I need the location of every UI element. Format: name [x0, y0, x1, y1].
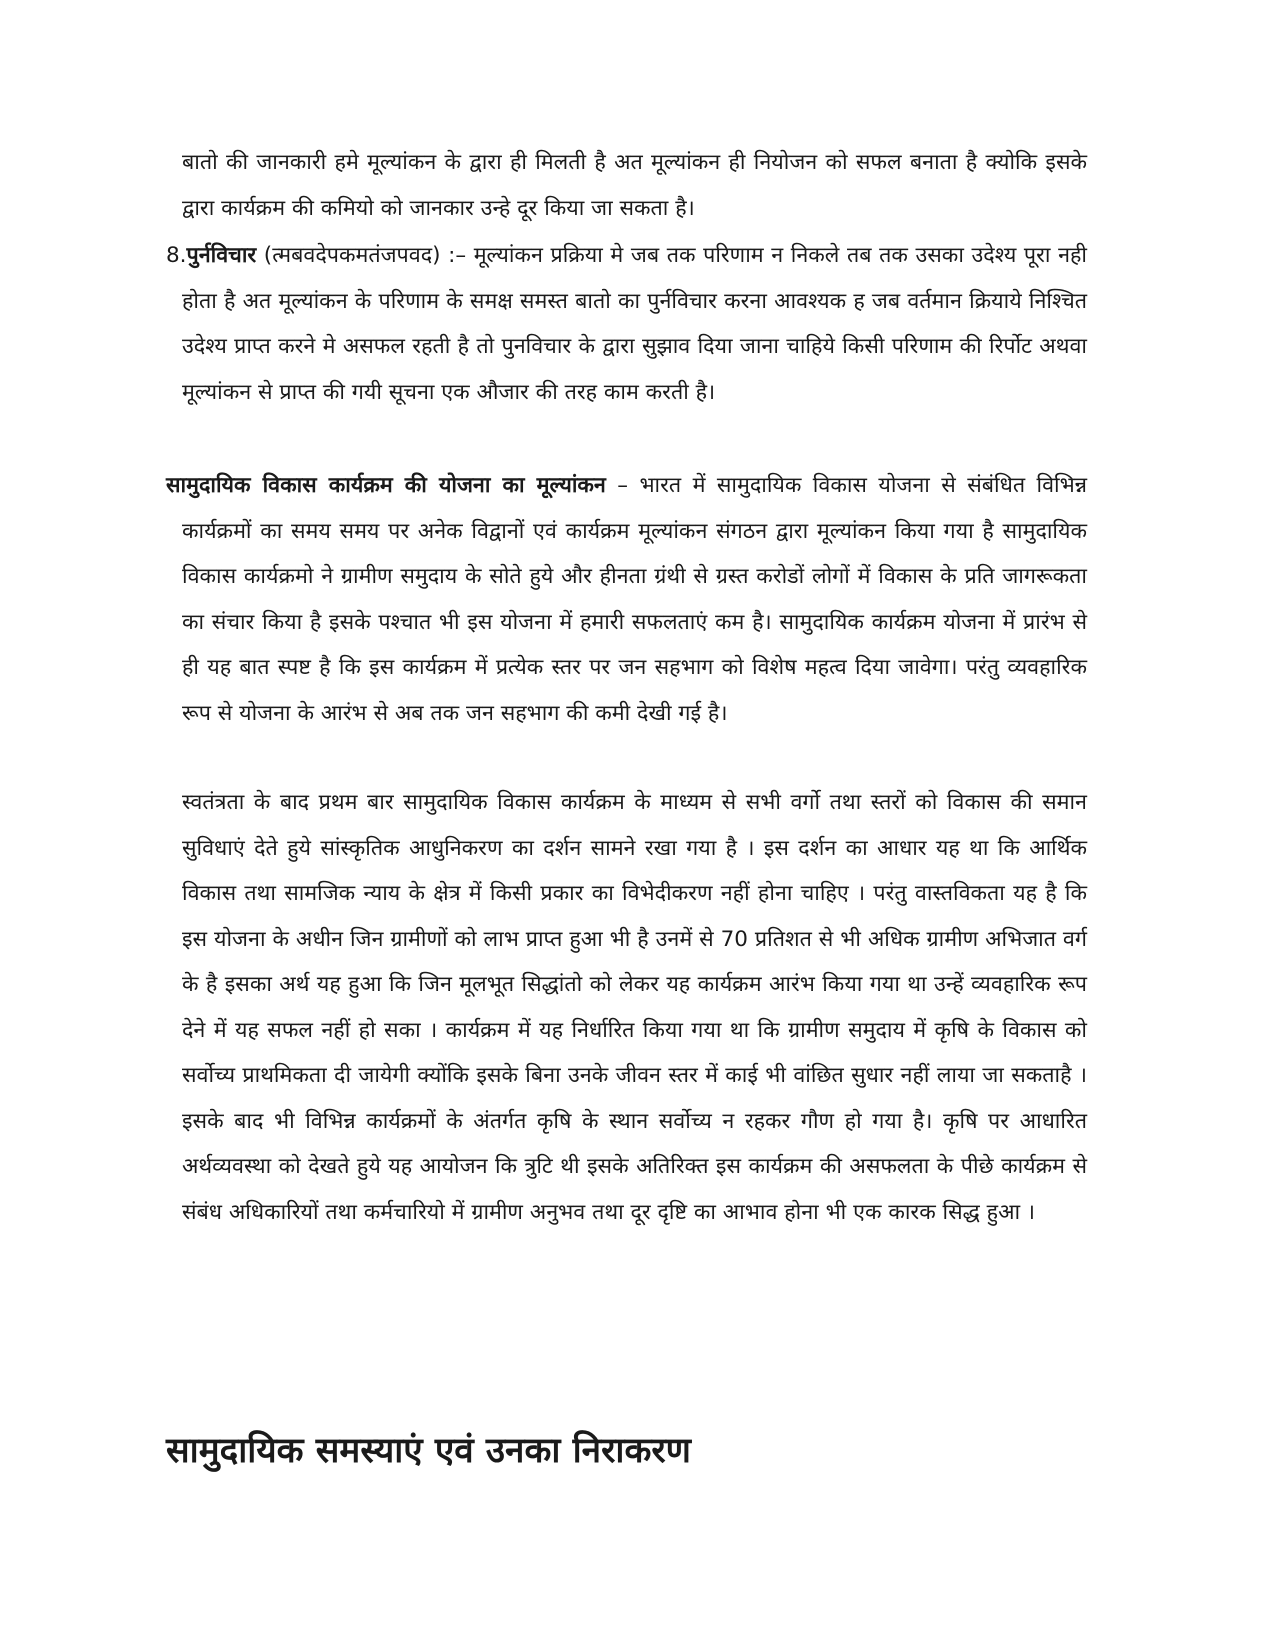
point-8-number: 8.	[166, 243, 187, 268]
evaluation-text: – भारत में सामुदायिक विकास योजना से संबंधित विभिन्न कार्यक्रमों का समय समय पर अनेक विद्वानों एवं कार्यक्रम मूल्यांकन संगठन द्वारा मूल्यांकन किया गया है सामुदायिक विकास कार्यक्रमो ने ग्रामीण समुदाय के सोते हुये और हीनता ग्रंथी से ग्रस्त करोडों लोगों में विकास के प्रति जागरूकता का संचार किया है इसके पश्चात भी इस योजना में हमारी सफलताएं कम है। सामुदायिक कार्यक्रम योजना में प्रारंभ से ही यह बात स्पष्ट है कि इस कार्यक्रम में प्रत्येक स्तर पर जन सहभाग को विशेष महत्व दिया जावेगा। परंतु व्यवहारिक रूप से योजना के आरंभ से अब तक जन सहभाग की कमी देखी गई है।	[182, 473, 1087, 726]
independence-text: स्वतंत्रता के बाद प्रथम बार सामुदायिक विकास कार्यक्रम के माध्यम से सभी वर्गो तथा स्तरों को विकास की समान सुविधाएं देते हुये सांस्कृतिक आधुनिकरण का दर्शन सामने रखा गया है । इस दर्शन का आधार यह था कि आर्थिक विकास तथा सामजिक न्याय के क्षेत्र में किसी प्रकार का विभेदीकरण नहीं होना चाहिए । परंतु वास्तविकता यह है कि इस योजना के अधीन जिन ग्रामीणों को लाभ प्राप्त हुआ भी है उनमें से 70 प्रतिशत से भी अधिक ग्रामीण अभिजात वर्ग के है इसका अर्थ यह हुआ कि जिन मूलभूत सिद्धांतो को लेकर यह कार्यक्रम आरंभ किया गया था उन्हें व्यवहारिक रूप देने में यह सफल नहीं हो सका । कार्यक्रम में यह निर्धारित किया गया था कि ग्रामीण समुदाय में कृषि के विकास को सर्वोच्य प्राथमिकता दी जायेगी क्योंकि इसके बिना उनके जीवन स्तर में काई भी वांछित सुधार नहीं लाया जा सकताहै । इसके बाद भी विभिन्न कार्यक्रमों के अंतर्गत कृषि के स्थान सर्वोच्य न रहकर गौण हो गया है। कृषि पर आधारित अर्थव्यवस्था को देखते हुये यह आयोजन कि त्रुटि थी इसके अतिरिक्त इस कार्यक्रम की असफलता के पीछे कार्यक्रम से संबंध अधिकारियों तथा कर्मचारियो में ग्रामीण अनुभव तथा दूर दृष्टि का आभाव होना भी एक कारक सिद्ध हुआ ।	[182, 790, 1087, 1225]
section-heading: सामुदायिक समस्याएं एवं उनका निराकरण	[166, 1431, 691, 1471]
evaluation-paragraph	[166, 463, 1087, 736]
intro-paragraph	[182, 140, 1087, 231]
intro-text: बातो की जानकारी हमे मूल्यांकन के द्वारा ही मिलती है अत मूल्यांकन ही नियोजन को सफल बनाता है क्योकि इसके द्वारा कार्यक्रम की कमियो को जानकार उन्हे दूर किया जा सकता है।	[182, 150, 1087, 221]
independence-paragraph	[182, 780, 1087, 1235]
point-8-text: (त्मबवदेपकमतंजपवद) :– मूल्यांकन प्रक्रिया मे जब तक परिणाम न निकले तब तक उसका उदेश्य पूरा नही होता है अत मूल्यांकन के परिणाम के समक्ष समस्त बातो का पुर्नविचार करना आवश्यक ह जब वर्तमान क्रियाये निश्चित उदेश्य प्राप्त करने मे असफल रहती है तो पुनविचार के द्वारा सुझाव दिया जाना चाहिये किसी परिणाम की रिर्पोट अथवा मूल्यांकन से प्राप्त की गयी सूचना एक औजार की तरह काम करती है।	[182, 243, 1087, 405]
point-8-term: पुर्नविचार	[186, 243, 257, 268]
evaluation-heading: सामुदायिक विकास कार्यक्रम की योजना का मूल्यांकन	[166, 473, 606, 498]
point-8-paragraph	[166, 233, 1087, 415]
